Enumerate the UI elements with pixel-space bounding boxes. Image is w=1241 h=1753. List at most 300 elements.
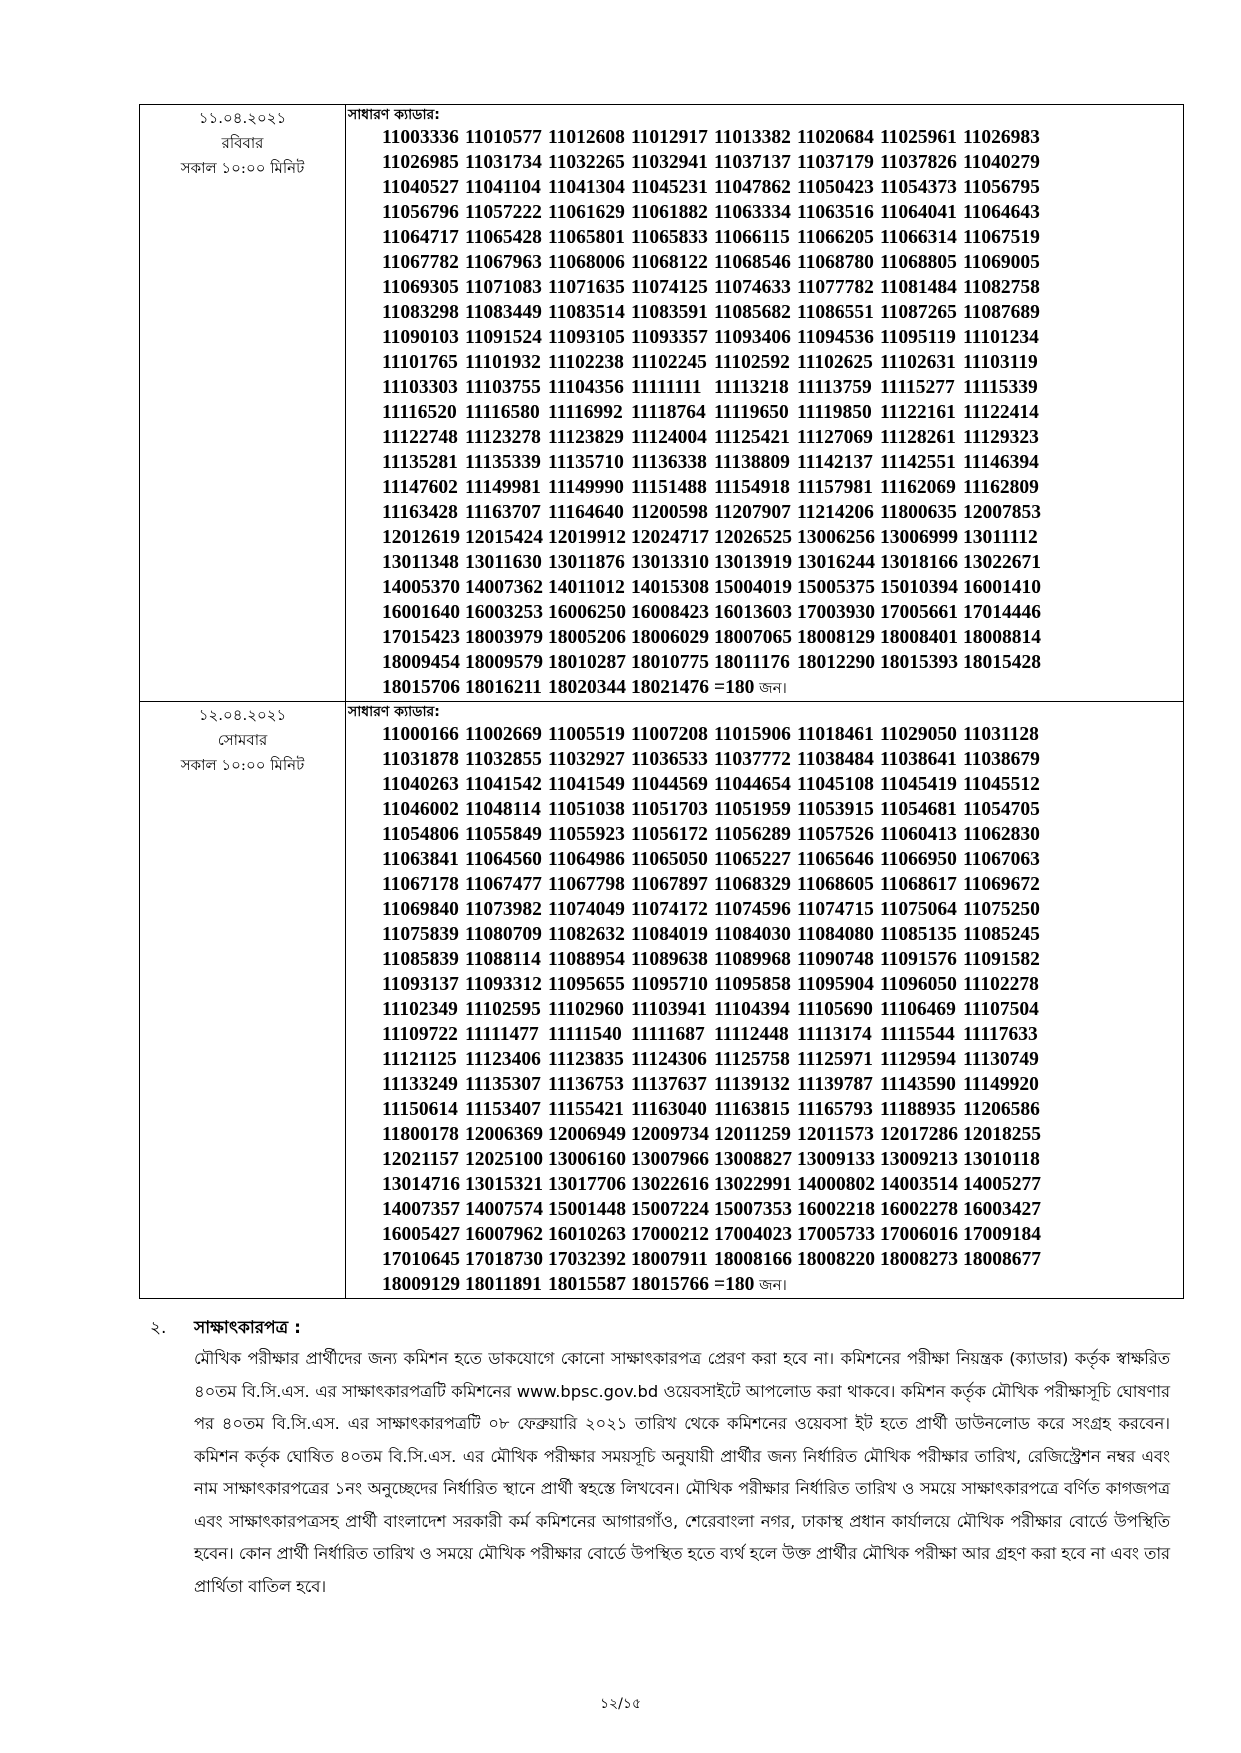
- roll-number: 11048114: [465, 799, 541, 820]
- roll-number: 13013310: [631, 552, 709, 573]
- roll-number: 13007966: [631, 1149, 709, 1170]
- roll-number: 11061629: [548, 202, 625, 223]
- roll-number: 16002278: [880, 1199, 958, 1220]
- roll-number: 11054681: [880, 799, 957, 820]
- roll-number: 11123278: [465, 427, 541, 448]
- roll-number: 11067477: [465, 874, 542, 895]
- roll-number: 11018461: [797, 724, 874, 745]
- roll-number: 11044569: [631, 774, 708, 795]
- roll-number: 18008129: [797, 627, 875, 648]
- page-number: ১২/১৫: [599, 1696, 642, 1712]
- roll-number: 11117633: [963, 1024, 1038, 1045]
- roll-number: 12011259: [714, 1124, 791, 1145]
- roll-number: 11123829: [548, 427, 624, 448]
- roll-number: 11054806: [382, 824, 459, 845]
- roll-number: 11128261: [880, 427, 956, 448]
- roll-number: 11124306: [631, 1049, 707, 1070]
- roll-number: 11089968: [714, 949, 791, 970]
- roll-number: 11069672: [963, 874, 1040, 895]
- roll-number: 11056289: [714, 824, 791, 845]
- roll-number: 11065646: [797, 849, 874, 870]
- roll-number: 11115544: [880, 1024, 955, 1045]
- roll-number: 11081484: [880, 277, 957, 298]
- roll-number: 11146394: [963, 452, 1039, 473]
- roll-number: 11123406: [465, 1049, 541, 1070]
- roll-number: 11056796: [382, 202, 459, 223]
- roll-number: 11125421: [714, 427, 790, 448]
- roll-number: 16007962: [465, 1224, 543, 1245]
- roll-number: 11111540: [548, 1024, 622, 1045]
- roll-number: 18006029: [631, 627, 709, 648]
- roll-number: 11067519: [963, 227, 1040, 248]
- roll-number: 11129323: [963, 427, 1039, 448]
- roll-number: 18012290: [797, 652, 875, 673]
- roll-number: 11068006: [548, 252, 625, 273]
- roll-number: 15007353: [714, 1199, 792, 1220]
- roll-number: 11083514: [548, 302, 625, 323]
- total-unit: জন।: [754, 1276, 787, 1294]
- roll-number: 18015428: [963, 652, 1041, 673]
- roll-number: 11020684: [797, 127, 874, 148]
- roll-number: 11162069: [880, 477, 956, 498]
- roll-number: 11037772: [714, 749, 791, 770]
- roll-number: 12021157: [382, 1149, 459, 1170]
- roll-number: 14000802: [797, 1174, 875, 1195]
- roll-number: 13022671: [963, 552, 1041, 573]
- roll-number: 11066205: [797, 227, 874, 248]
- roll-number: 11118764: [631, 402, 706, 423]
- roll-number: 11050423: [797, 177, 874, 198]
- roll-number: 11112448: [714, 1024, 789, 1045]
- roll-number: 18011176: [714, 652, 790, 673]
- roll-number: 11137637: [631, 1074, 707, 1095]
- roll-number: 11153407: [465, 1099, 541, 1120]
- roll-number: 15005375: [797, 577, 875, 598]
- roll-number: 11064560: [465, 849, 542, 870]
- roll-number: 11102238: [548, 352, 624, 373]
- roll-number: 11083298: [382, 302, 459, 323]
- roll-number: 12019912: [548, 527, 626, 548]
- roll-number: 11036533: [631, 749, 708, 770]
- roll-number: 11005519: [548, 724, 625, 745]
- date-cell: [140, 105, 346, 702]
- roll-number: 11057526: [797, 824, 874, 845]
- roll-number: 11111111: [631, 377, 702, 398]
- roll-number: 11119650: [714, 402, 789, 423]
- roll-number: 11162809: [963, 477, 1039, 498]
- roll-number: 11056795: [963, 177, 1040, 198]
- roll-number: 11067782: [382, 252, 459, 273]
- roll-number: 18008677: [963, 1249, 1041, 1270]
- roll-number: 12011573: [797, 1124, 874, 1145]
- roll-number: 11037826: [880, 152, 957, 173]
- roll-number: 11012917: [631, 127, 708, 148]
- roll-number: 11031128: [963, 724, 1039, 745]
- roll-number: 11147602: [382, 477, 458, 498]
- roll-list: [346, 125, 1183, 701]
- roll-number: 11080709: [465, 924, 542, 945]
- roll-number: 11095904: [797, 974, 874, 995]
- roll-number: 11075250: [963, 899, 1040, 920]
- roll-number: 18008273: [880, 1249, 958, 1270]
- roll-number: 11065227: [714, 849, 791, 870]
- roll-number: 11102349: [382, 999, 458, 1020]
- roll-number: 11107504: [963, 999, 1039, 1020]
- roll-number: 11010577: [465, 127, 542, 148]
- roll-number: 11143590: [880, 1074, 956, 1095]
- roll-number: 12006369: [465, 1124, 543, 1145]
- total-unit: জন।: [754, 679, 787, 697]
- roll-cell: [346, 702, 1184, 1299]
- roll-number: 11102960: [548, 999, 624, 1020]
- roll-number: 17010645: [382, 1249, 460, 1270]
- roll-number: 18009454: [382, 652, 460, 673]
- roll-number: 11095119: [880, 327, 956, 348]
- roll-number: 11038679: [963, 749, 1040, 770]
- roll-number: 11163428: [382, 502, 458, 523]
- roll-number: 11123835: [548, 1049, 624, 1070]
- roll-number: 11091582: [963, 949, 1040, 970]
- roll-number: 11102592: [714, 352, 790, 373]
- roll-number: 11063841: [382, 849, 459, 870]
- roll-number: 11103941: [631, 999, 707, 1020]
- roll-number: 11032855: [465, 749, 542, 770]
- roll-number: 13011876: [548, 552, 625, 573]
- roll-number: 13017706: [548, 1174, 626, 1195]
- total-value: =180: [714, 1274, 755, 1295]
- roll-number: 11102625: [797, 352, 873, 373]
- roll-number: 11122414: [963, 402, 1039, 423]
- roll-number: 11071083: [465, 277, 542, 298]
- roll-number: 11085682: [714, 302, 791, 323]
- roll-number: 15007224: [631, 1199, 709, 1220]
- roll-number: 12007853: [963, 502, 1041, 523]
- roll-number: 11068617: [880, 874, 957, 895]
- roll-number: 11032941: [631, 152, 708, 173]
- roll-number: 18005206: [548, 627, 626, 648]
- section-body: মৌখিক পরীক্ষার প্রার্থীদের জন্য কমিশন হতে ডাকযোগে কোনো সাক্ষাৎকারপত্র প্রেরণ করা হবে না। কমিশনের পরীক্ষা নিয়ন্ত্রক (ক্যাডার) কর্তৃক স্বাক্ষরিত ৪০তম বি.সি.এস. এর সাক্ষাৎকারপত্রটি কমিশনের www.bpsc.gov.bd ওয়েবসাইটে আপলোড করা থাকবে। কমিশন কর্তৃক মৌখিক পরীক্ষাসূচি ঘোষণার পর ৪০তম বি.সি.এস. এর সাক্ষাৎকারপত্রটি ০৮ ফেব্রুয়ারি ২০২১ তারিখ থেকে কমিশনের ওয়েবসা ইট হতে প্রার্থী ডাউনলোড করে সংগ্রহ করবেন। কমিশন কর্তৃক ঘোষিত ৪০তম বি.সি.এস. এর মৌখিক পরীক্ষার সময়সূচি অনুযায়ী প্রার্থীর জন্য নির্ধারিত মৌখিক পরীক্ষার তারিখ, রেজিস্ট্রেশন নম্বর এবং নাম সাক্ষাৎকারপত্রের ১নং অনুচ্ছেদের নির্ধারিত স্থানে প্রার্থী স্বহস্তে লিখবেন। মৌখিক পরীক্ষার নির্ধারিত তারিখ ও সময়ে সাক্ষাৎকারপত্রে বর্ণিত কাগজপত্র এবং সাক্ষাৎকারপত্রসহ প্রার্থী বাংলাদেশ সরকারী কর্ম কমিশনের আগারগাঁও, শেরেবাংলা নগর, ঢাকাস্থ প্রধান কার্যালয়ে মৌখিক পরীক্ষার বোর্ডে উপস্থিতি হবেন। কোন প্রার্থী নির্ধারিত তারিখ ও সময়ে মৌখিক পরীক্ষার বোর্ডে উপস্থিত হতে ব্যর্থ হলে উক্ত প্রার্থীর মৌখিক পরীক্ষা আর গ্রহণ করা হবে না এবং তার প্রার্থিতা বাতিল হবে।: [194, 1349, 1170, 1596]
- roll-number: 11091524: [465, 327, 542, 348]
- roll-number: 11085135: [880, 924, 957, 945]
- roll-number: 11133249: [382, 1074, 458, 1095]
- roll-number: 11015906: [714, 724, 791, 745]
- roll-number: 17005733: [797, 1224, 875, 1245]
- roll-number: 11093312: [465, 974, 542, 995]
- roll-number: 16002218: [797, 1199, 875, 1220]
- roll-number: 11051038: [548, 799, 625, 820]
- roll-number: 11207907: [714, 502, 791, 523]
- roll-number: 18015766: [631, 1274, 709, 1295]
- roll-number: 13014716: [382, 1174, 460, 1195]
- date-cell: [140, 702, 346, 1299]
- roll-number: 11062830: [963, 824, 1040, 845]
- roll-number: 11800635: [880, 502, 957, 523]
- roll-number: 16003427: [963, 1199, 1041, 1220]
- roll-number: 11068805: [880, 252, 957, 273]
- roll-number: 11007208: [631, 724, 708, 745]
- cadre-label: সাধারণ ক্যাডার:: [348, 704, 440, 720]
- roll-number: 11064986: [548, 849, 625, 870]
- roll-number: 12009734: [631, 1124, 709, 1145]
- roll-number: 11125758: [714, 1049, 790, 1070]
- roll-cell: [346, 105, 1184, 702]
- roll-number: 11111687: [631, 1024, 705, 1045]
- schedule-row: [140, 105, 1184, 702]
- roll-number: 11031878: [382, 749, 459, 770]
- roll-number: 11051959: [714, 799, 791, 820]
- roll-number: 11064041: [880, 202, 957, 223]
- roll-number: 11104394: [714, 999, 790, 1020]
- roll-number: 11093105: [548, 327, 625, 348]
- roll-number: 18008220: [797, 1249, 875, 1270]
- roll-number: 11040527: [382, 177, 459, 198]
- roll-number: 11003336: [382, 127, 459, 148]
- roll-number: 17018730: [465, 1249, 543, 1270]
- roll-number: 11064717: [382, 227, 459, 248]
- roll-number: 11083449: [465, 302, 542, 323]
- exam-time: সকাল ১০:০০ মিনিট: [180, 159, 305, 177]
- exam-date: ১২.০৪.২০২১: [198, 706, 287, 724]
- roll-number: 12012619: [382, 527, 460, 548]
- roll-number: 16010263: [548, 1224, 626, 1245]
- roll-number: 11069840: [382, 899, 459, 920]
- roll-number: 11061882: [631, 202, 708, 223]
- roll-number: 12015424: [465, 527, 543, 548]
- roll-number: 11135307: [465, 1074, 541, 1095]
- total-count: [714, 1272, 880, 1298]
- roll-number: 11064643: [963, 202, 1040, 223]
- roll-number: 17009184: [963, 1224, 1041, 1245]
- roll-number: 12025100: [465, 1149, 543, 1170]
- roll-list: [346, 722, 1183, 1298]
- roll-number: 13022991: [714, 1174, 792, 1195]
- interview-letter-section: [150, 1315, 1170, 1603]
- roll-number: 11095710: [631, 974, 708, 995]
- roll-number: 11135339: [465, 452, 541, 473]
- roll-number: 11067063: [963, 849, 1040, 870]
- roll-number: 11113218: [714, 377, 789, 398]
- roll-number: 13011630: [465, 552, 542, 573]
- roll-number: 11074125: [631, 277, 708, 298]
- roll-number: 11135710: [548, 452, 624, 473]
- roll-number: 11124004: [631, 427, 707, 448]
- roll-number: 13016244: [797, 552, 875, 573]
- roll-number: 11066950: [880, 849, 957, 870]
- cadre-label: সাধারণ ক্যাডার:: [348, 107, 440, 123]
- roll-number: 11119850: [797, 402, 872, 423]
- roll-number: 11074633: [714, 277, 791, 298]
- roll-number: 11149990: [548, 477, 624, 498]
- roll-number: 13006256: [797, 527, 875, 548]
- roll-number: 11800178: [382, 1124, 459, 1145]
- roll-number: 11031734: [465, 152, 542, 173]
- roll-number: 17015423: [382, 627, 460, 648]
- roll-number: 11025961: [880, 127, 957, 148]
- roll-number: 11069005: [963, 252, 1040, 273]
- roll-number: 11101765: [382, 352, 458, 373]
- roll-number: 11154918: [714, 477, 790, 498]
- roll-number: 11150614: [382, 1099, 458, 1120]
- roll-number: 11149981: [465, 477, 541, 498]
- roll-number: 13010118: [963, 1149, 1040, 1170]
- roll-number: 11122161: [880, 402, 956, 423]
- section-title: সাক্ষাৎকারপত্র :: [194, 1318, 301, 1338]
- roll-number: 16005427: [382, 1224, 460, 1245]
- roll-number: 11037179: [797, 152, 874, 173]
- roll-number: 11093137: [382, 974, 459, 995]
- roll-number: 18007911: [631, 1249, 708, 1270]
- roll-number: 12024717: [631, 527, 709, 548]
- roll-number: 11065833: [631, 227, 708, 248]
- roll-number: 11087689: [963, 302, 1040, 323]
- roll-number: 11142551: [880, 452, 956, 473]
- roll-number: 11102245: [631, 352, 707, 373]
- total-count: [714, 675, 880, 701]
- roll-number: 17004023: [714, 1224, 792, 1245]
- roll-number: 11046002: [382, 799, 459, 820]
- roll-number: 11115339: [963, 377, 1038, 398]
- roll-number: 11075064: [880, 899, 957, 920]
- roll-number: 14011012: [548, 577, 625, 598]
- roll-number: 11163040: [631, 1099, 707, 1120]
- roll-number: 11136753: [548, 1074, 624, 1095]
- roll-number: 11105690: [797, 999, 873, 1020]
- roll-number: 12017286: [880, 1124, 958, 1145]
- roll-number: 11089638: [631, 949, 708, 970]
- roll-number: 11138809: [714, 452, 790, 473]
- roll-number: 11074715: [797, 899, 874, 920]
- roll-number: 17014446: [963, 602, 1041, 623]
- roll-number: 11103755: [465, 377, 541, 398]
- roll-number: 11139132: [714, 1074, 790, 1095]
- roll-number: 11155421: [548, 1099, 624, 1120]
- roll-number: 11094536: [797, 327, 874, 348]
- roll-number: 11037137: [714, 152, 791, 173]
- roll-number: 11074172: [631, 899, 708, 920]
- roll-number: 11045512: [963, 774, 1040, 795]
- roll-number: 11084080: [797, 924, 874, 945]
- roll-number: 11085245: [963, 924, 1040, 945]
- roll-number: 13009213: [880, 1149, 958, 1170]
- roll-number: 11102278: [963, 974, 1039, 995]
- roll-number: 11068546: [714, 252, 791, 273]
- roll-number: 11055849: [465, 824, 542, 845]
- roll-number: 11026985: [382, 152, 459, 173]
- roll-number: 11067798: [548, 874, 625, 895]
- roll-number: 11088954: [548, 949, 625, 970]
- roll-number: 15001448: [548, 1199, 626, 1220]
- roll-number: 11088114: [465, 949, 541, 970]
- roll-number: 11041542: [465, 774, 542, 795]
- roll-number: 13013919: [714, 552, 792, 573]
- roll-number: 11067897: [631, 874, 708, 895]
- roll-number: 16008423: [631, 602, 709, 623]
- roll-number: 17000212: [631, 1224, 709, 1245]
- roll-number: 11067963: [465, 252, 542, 273]
- roll-number: 11101234: [963, 327, 1039, 348]
- roll-number: 11067178: [382, 874, 459, 895]
- roll-number: 11121125: [382, 1049, 457, 1070]
- roll-number: 11041549: [548, 774, 625, 795]
- roll-number: 16006250: [548, 602, 626, 623]
- roll-number: 13022616: [631, 1174, 709, 1195]
- roll-number: 17003930: [797, 602, 875, 623]
- roll-number: 11029050: [880, 724, 957, 745]
- roll-number: 11060413: [880, 824, 957, 845]
- roll-number: 11165793: [797, 1099, 873, 1120]
- roll-number: 11068780: [797, 252, 874, 273]
- roll-number: 18008166: [714, 1249, 792, 1270]
- section-number: ২.: [150, 1318, 167, 1338]
- roll-number: 13006999: [880, 527, 958, 548]
- roll-number: 11077782: [797, 277, 874, 298]
- roll-number: 11065428: [465, 227, 542, 248]
- roll-number: 11012608: [548, 127, 625, 148]
- roll-number: 18020344: [548, 677, 626, 698]
- roll-number: 11093357: [631, 327, 708, 348]
- roll-number: 11068329: [714, 874, 791, 895]
- roll-number: 11129594: [880, 1049, 956, 1070]
- roll-number: 12018255: [963, 1124, 1041, 1145]
- roll-number: 11045419: [880, 774, 957, 795]
- exam-date: ১১.০৪.২০২১: [198, 109, 287, 127]
- roll-number: 11102595: [465, 999, 541, 1020]
- roll-number: 11065050: [631, 849, 708, 870]
- roll-number: 11093406: [714, 327, 791, 348]
- roll-number: 11074049: [548, 899, 625, 920]
- roll-number: 11040279: [963, 152, 1040, 173]
- roll-number: 11056172: [631, 824, 708, 845]
- roll-number: 12026525: [714, 527, 792, 548]
- roll-number: 11101932: [465, 352, 541, 373]
- roll-number: 11163815: [714, 1099, 790, 1120]
- roll-number: 11055923: [548, 824, 625, 845]
- schedule-row: [140, 702, 1184, 1299]
- roll-number: 16001640: [382, 602, 460, 623]
- roll-number: 13009133: [797, 1149, 875, 1170]
- roll-number: 11063334: [714, 202, 791, 223]
- roll-number: 11151488: [631, 477, 707, 498]
- roll-number: 11038484: [797, 749, 874, 770]
- roll-number: 11084030: [714, 924, 791, 945]
- roll-number: 16013603: [714, 602, 792, 623]
- roll-number: 11083591: [631, 302, 708, 323]
- roll-number: 11127069: [797, 427, 873, 448]
- roll-number: 17032392: [548, 1249, 626, 1270]
- roll-number: 11130749: [963, 1049, 1039, 1070]
- roll-number: 11047862: [714, 177, 791, 198]
- roll-number: 11109722: [382, 1024, 458, 1045]
- roll-number: 11068605: [797, 874, 874, 895]
- roll-number: 11066115: [714, 227, 790, 248]
- roll-number: 11026983: [963, 127, 1040, 148]
- roll-number: 13008827: [714, 1149, 792, 1170]
- roll-number: 11103303: [382, 377, 458, 398]
- roll-number: 11116580: [465, 402, 540, 423]
- roll-number: 18007065: [714, 627, 792, 648]
- roll-number: 11054373: [880, 177, 957, 198]
- roll-number: 11084019: [631, 924, 708, 945]
- roll-number: 18015587: [548, 1274, 626, 1295]
- roll-number: 11069305: [382, 277, 459, 298]
- roll-number: 14007362: [465, 577, 543, 598]
- roll-number: 11149920: [963, 1074, 1039, 1095]
- roll-number: 18003979: [465, 627, 543, 648]
- roll-number: 11163707: [465, 502, 541, 523]
- roll-number: 18015706: [382, 677, 460, 698]
- roll-number: 13006160: [548, 1149, 626, 1170]
- roll-number: 11125971: [797, 1049, 873, 1070]
